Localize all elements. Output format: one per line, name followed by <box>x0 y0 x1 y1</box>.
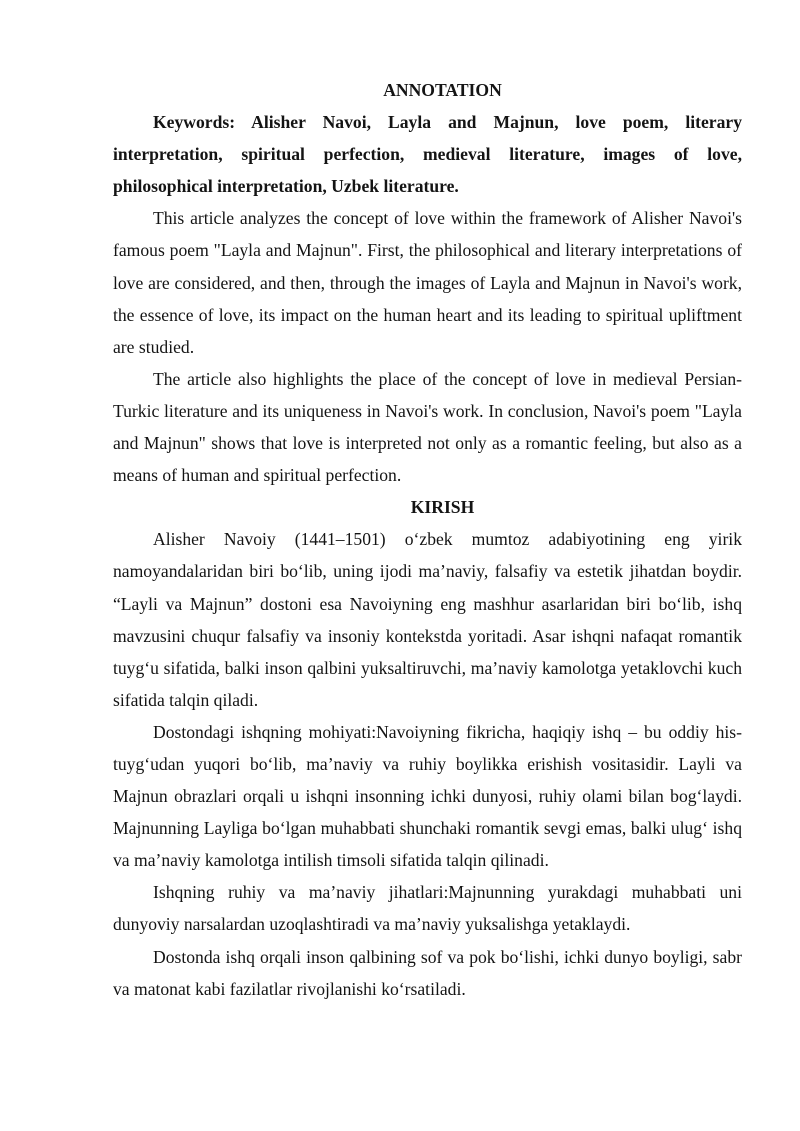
annotation-paragraph-1: This article analyzes the concept of love within the framework of Alisher Navoi's famous poem "Layla and Majnun". First, the philosophical and literary interpretations of love are considered, and then, through the images of Layla and Majnun in Navoi's work, the essence of love, its impact on the human heart and its leading to spiritual upliftment are studied. <box>113 208 742 357</box>
kirish-paragraph-4: Dostonda ishq orqali inson qalbining sof va pok bo‘lishi, ichki dunyo boyligi, sabr va matonat kabi fazilatlar rivojlanishi ko‘rsatiladi. <box>113 946 742 999</box>
kirish-paragraph-1: Alisher Navoiy (1441–1501) o‘zbek mumtoz adabiyotining eng yirik namoyandalaridan biri bo‘lib, uning ijodi ma’naviy, falsafiy va estetik jihatdan boydir. “Layli va Majnun” dostoni esa Navoiyning eng mashhur asarlaridan biri bo‘lib, ishq mavzusini chuqur falsafiy va insoniy kontekstda yoritadi. Asar ishqni nafaqat romantik tuyg‘u sifatida, balki inson qalbini yuksaltiruvchi, ma’naviy kamolotga yetaklovchi kuch sifatida talqin qiladi. <box>113 529 742 710</box>
kirish-paragraph-2: Dostondagi ishqning mohiyati:Navoiyning fikricha, haqiqiy ishq – bu oddiy his-tuyg‘udan yuqori bo‘lib, ma’naviy va ruhiy boylikka erishish vositasidir. Layli va Majnun obrazlari orqali u ishqni insonning ichki dunyosi, ruhiy olami bilan bog‘laydi. Majnunning Layliga bo‘lgan muhabbati shunchaki romantik sevgi emas, balki ulug‘ ishq va ma’naviy kamolotga intilish timsoli sifatida talqin qilinadi. <box>113 721 742 871</box>
document-page <box>113 74 742 1005</box>
kirish-paragraph-3: Ishqning ruhiy va ma’naviy jihatlari:Majnunning yurakdagi muhabbati uni dunyoviy narsalardan uzoqlashtiradi va ma’naviy yuksalishga yetaklaydi. <box>113 882 742 935</box>
annotation-heading: ANNOTATION <box>383 80 502 100</box>
annotation-paragraph-2: The article also highlights the place of the concept of love in medieval Persian-Turkic literature and its uniqueness in Navoi's work. In conclusion, Navoi's poem "Layla and Majnun" shows that love is interpreted not only as a romantic feeling, but also as a means of human and spiritual perfection. <box>113 368 742 486</box>
kirish-heading: KIRISH <box>410 497 475 518</box>
keywords-paragraph: Keywords: Alisher Navoi, Layla and Majnun, love poem, literary interpretation, spiritual perfection, medieval literature, images of love, philosophical interpretation, Uzbek literature. <box>113 112 742 197</box>
